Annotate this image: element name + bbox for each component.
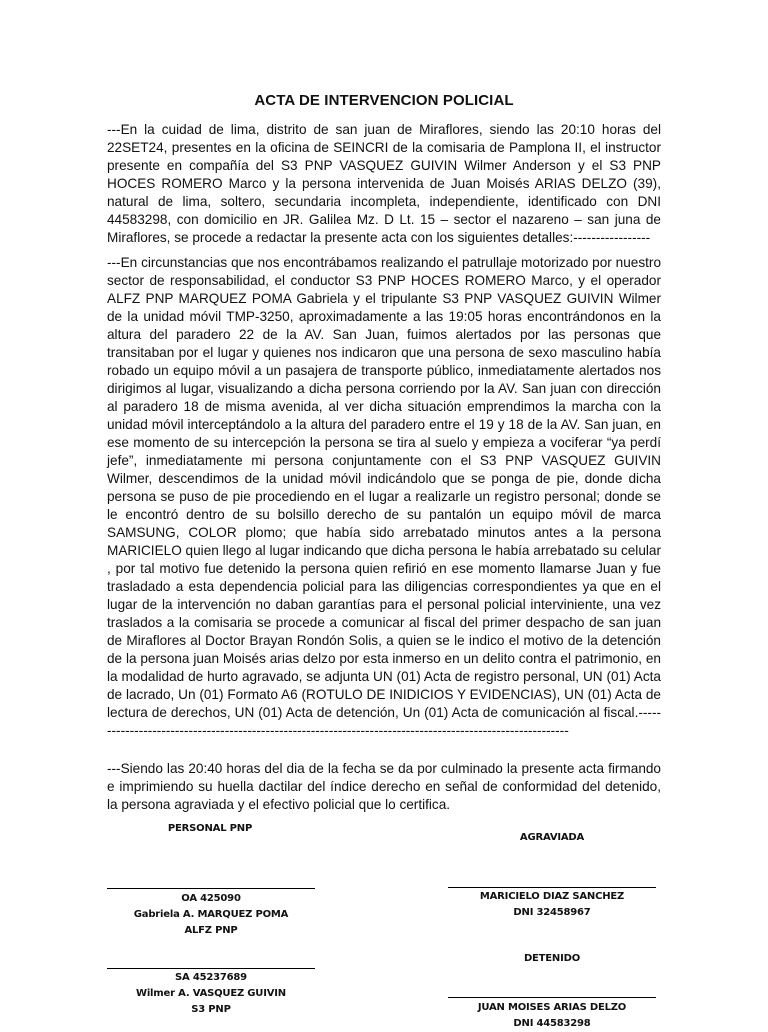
- detenido-name: JUAN MOISES ARIAS DELZO: [477, 1002, 627, 1013]
- detenido-signature-block: [448, 1000, 656, 1032]
- detenido-header: DETENIDO: [523, 953, 581, 964]
- officer1-name: Gabriela A. MARQUEZ POMA: [133, 909, 289, 920]
- officer2-name: Wilmer A. VASQUEZ GUIVIN: [136, 988, 286, 999]
- paragraph-intro: ---En la cuidad de lima, distrito de san juan de Miraflores, siendo las 20:10 horas del 22SET24, presentes en la oficina de SEINCRI de la comisaria de Pamplona II, el instructor presente en compañía del S3 PNP VASQUEZ GUIVIN Wilmer Anderson y el S3 PNP HOCES ROMERO Marco y la persona intervenida de Juan Moisés ARIAS DELZO (39), natural de lima, soltero, secundaria incompleta, independiente, identificado con DNI 44583298, con domicilio en JR. Galilea Mz. D Lt. 15 – sector el nazareno – san juna de Miraflores, se procede a redactar la presente acta con los siguientes detalles:-----------------: [107, 122, 661, 245]
- paragraph-closing: ---Siendo las 20:40 horas del dia de la fecha se da por culminado la presente acta firmando e imprimiendo su huella dactilar del índice derecho en señal de conformidad del detenido, la persona agraviada y el efectivo policial que lo certifica.: [107, 761, 661, 812]
- officer1-rank: ALFZ PNP: [184, 925, 238, 936]
- agraviada-dni: DNI 32458967: [513, 907, 591, 918]
- personal-pnp-header: PERSONAL PNP: [167, 823, 253, 834]
- signature-line-officer2: [107, 968, 315, 969]
- officer2-rank: S3 PNP: [191, 1004, 231, 1015]
- agraviada-signature-block: [448, 889, 656, 921]
- signature-line-detenido: [448, 997, 656, 998]
- agraviada-header: AGRAVIADA: [519, 832, 585, 843]
- detenido-dni: DNI 44583298: [513, 1018, 591, 1029]
- officer1-signature-block: [107, 891, 315, 939]
- signature-line-agraviada: [448, 887, 656, 888]
- officer2-signature-block: [107, 970, 315, 1018]
- agraviada-name: MARICIELO DIAZ SANCHEZ: [479, 891, 625, 902]
- officer2-id: SA 45237689: [175, 972, 247, 983]
- signature-line-officer1: [107, 888, 315, 889]
- paragraph-narrative: ---En circunstancias que nos encontrábamos realizando el patrullaje motorizado por nuestro sector de responsabilidad, el conductor S3 PNP HOCES ROMERO Marco, y el operador ALFZ PNP MARQUEZ POMA Gabriela y el tripulante S3 PNP VASQUEZ GUIVIN Wilmer de la unidad móvil TMP-3250, aproximadamente a las 19:05 horas encontrándonos en la altura del paradero 22 de la AV. San Juan, fuimos alertados por las personas que transitaban por el lugar y quienes nos indicaron que una persona de sexo masculino había robado un equipo móvil a un pasajera de transporte público, inmediatamente alertados nos dirigimos al lugar, visualizando a dicha persona corriendo por la AV. San juan con dirección al paradero 18 de misma avenida, al ver dicha situación emprendimos la marcha con la unidad móvil interceptándolo a la altura del paradero entre el 19 y 18 de la AV. San juan, en ese momento de su intercepción la persona se tira al suelo y empieza a vociferar “ya perdí jefe”, inmediatamente mi persona conjuntamente con el S3 PNP VASQUEZ GUIVIN Wilmer, descendimos de la unidad móvil indicándolo que se ponga de pie, donde dicha persona se puso de pie procediendo en el lugar a realizarle un registro personal; donde se le encontró dentro de su bolsillo derecho de su pantalón un equipo móvil de marca SAMSUNG, COLOR plomo; que había sido arrebatado minutos antes a la persona MARICIELO quien llego al lugar indicando que dicha persona le había arrebatado su celular , por tal motivo fue detenido la persona quien refirió en ese momento llamarse Juan y fue trasladado a esta dependencia policial para las diligencias correspondientes ya que en el lugar de la intervención no daban garantías para el personal policial interviniente, una vez traslados a la comisaria se procede a comunicar al fiscal del primer despacho de san juan de Miraflores al Doctor Brayan Rondón Solis, a quien se le indico el motivo de la detención de la persona juan Moisés arias delzo por esta inmerso en un delito contra el patrimonio, en la modalidad de hurto agravado, se adjunta UN (01) Acta de registro personal, UN (01) Acta de lacrado, Un (01) Formato A6 (ROTULO DE INIDICIOS Y EVIDENCIAS), UN (01) Acta de lectura de derechos, UN (01) Acta de detención, Un (01) Acta de comunicación al fiscal.-----------------------------------------------------------------------------------------------------------: [107, 255, 661, 738]
- officer1-id: OA 425090: [181, 893, 241, 904]
- document-title: ACTA DE INTERVENCION POLICIAL: [254, 92, 514, 109]
